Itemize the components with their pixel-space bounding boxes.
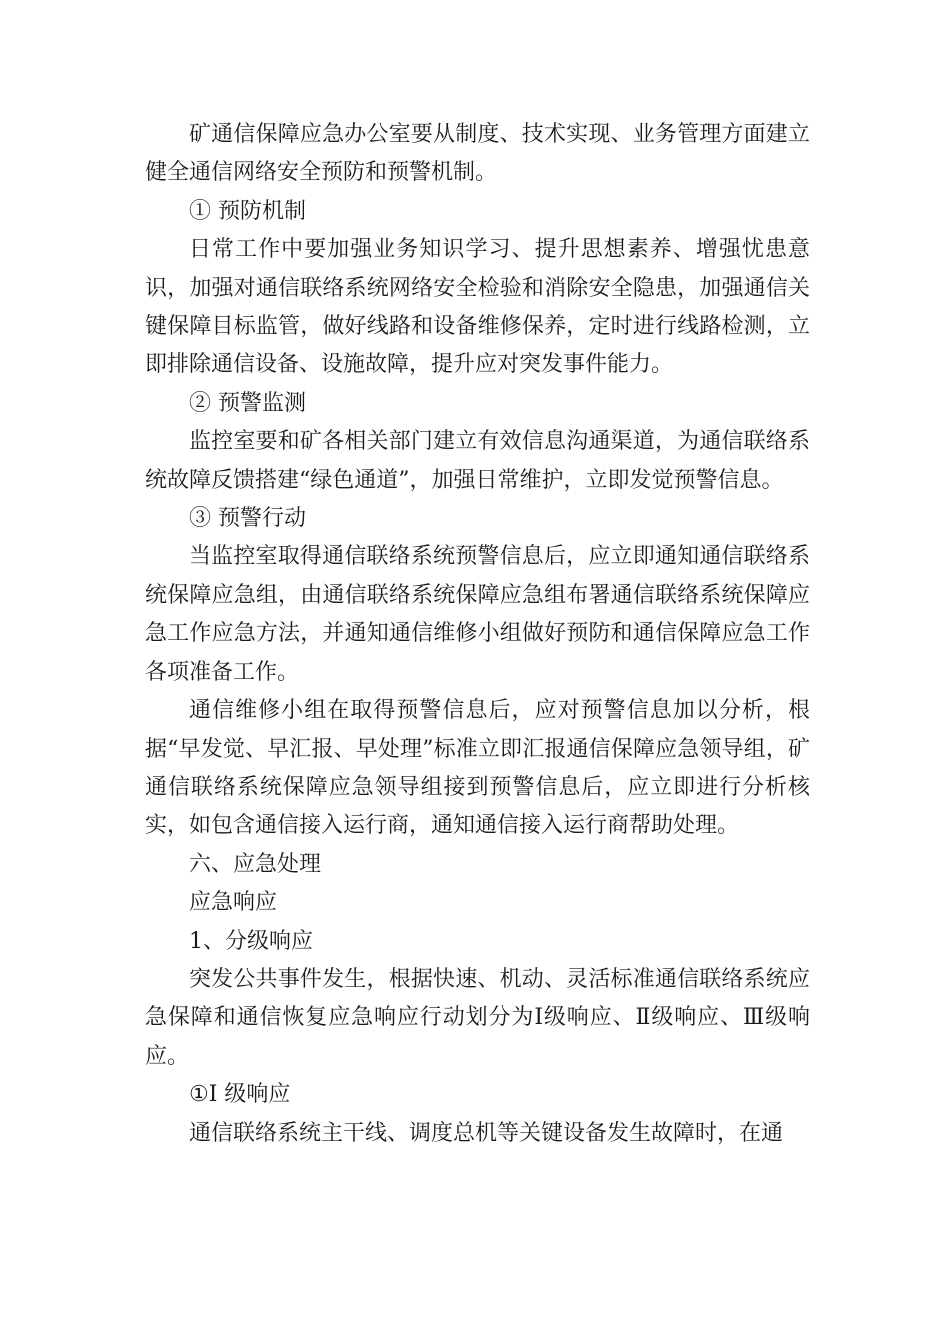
paragraph-graded-response: 突发公共事件发生，根据快速、机动、灵活标准通信联络系统应急保障和通信恢复应急响应行动划分为Ⅰ级响应、Ⅱ级响应、Ⅲ级响应。 <box>145 966 810 1069</box>
paragraph-maintenance-team: 通信维修小组在取得预警信息后，应对预警信息加以分析，根据“早发觉、早汇报、早处理”标准立即汇报通信保障应急领导组，矿通信联络系统保障应急领导组接到预警信息后，应立即进行分析核实，如包含通信接入运行商，通知通信接入运行商帮助处理。 <box>145 698 810 839</box>
heading-warning-monitoring: ② 预警监测 <box>189 390 306 416</box>
paragraph-prevention: 日常工作中要加强业务知识学习、提升思想素养、增强忧患意识，加强对通信联络系统网络安全检验和消除安全隐患，加强通信关键保障目标监管，做好线路和设备维修保养，定时进行线路检测，立即排除通信设备、设施故障，提升应对突发事件能力。 <box>145 237 810 378</box>
heading-graded-response: 1、分级响应 <box>189 928 313 954</box>
paragraph-monitoring: 监控室要和矿各相关部门建立有效信息沟通渠道，为通信联络系统故障反馈搭建“绿色通道”，加强日常维护，立即发觉预警信息。 <box>145 429 810 493</box>
heading-emergency-response: 应急响应 <box>189 890 278 916</box>
document-body <box>145 116 810 1153</box>
heading-section-six: 六、应急处理 <box>189 851 322 877</box>
heading-warning-action: ③ 预警行动 <box>189 506 306 532</box>
paragraph-level-one: 通信联络系统主干线、调度总机等关键设备发生故障时，在通 <box>189 1120 784 1146</box>
paragraph-intro: 矿通信保障应急办公室要从制度、技术实现、业务管理方面建立健全通信网络安全预防和预警机制。 <box>145 122 810 186</box>
heading-level-one-response: ①Ⅰ 级响应 <box>189 1082 291 1108</box>
heading-prevention-mechanism: ① 预防机制 <box>189 198 306 224</box>
paragraph-warning-action: 当监控室取得通信联络系统预警信息后，应立即通知通信联络系统保障应急组，由通信联络系统保障应急组布署通信联络系统保障应急工作应急方法，并通知通信维修小组做好预防和通信保障应急工作各项准备工作。 <box>145 544 810 685</box>
